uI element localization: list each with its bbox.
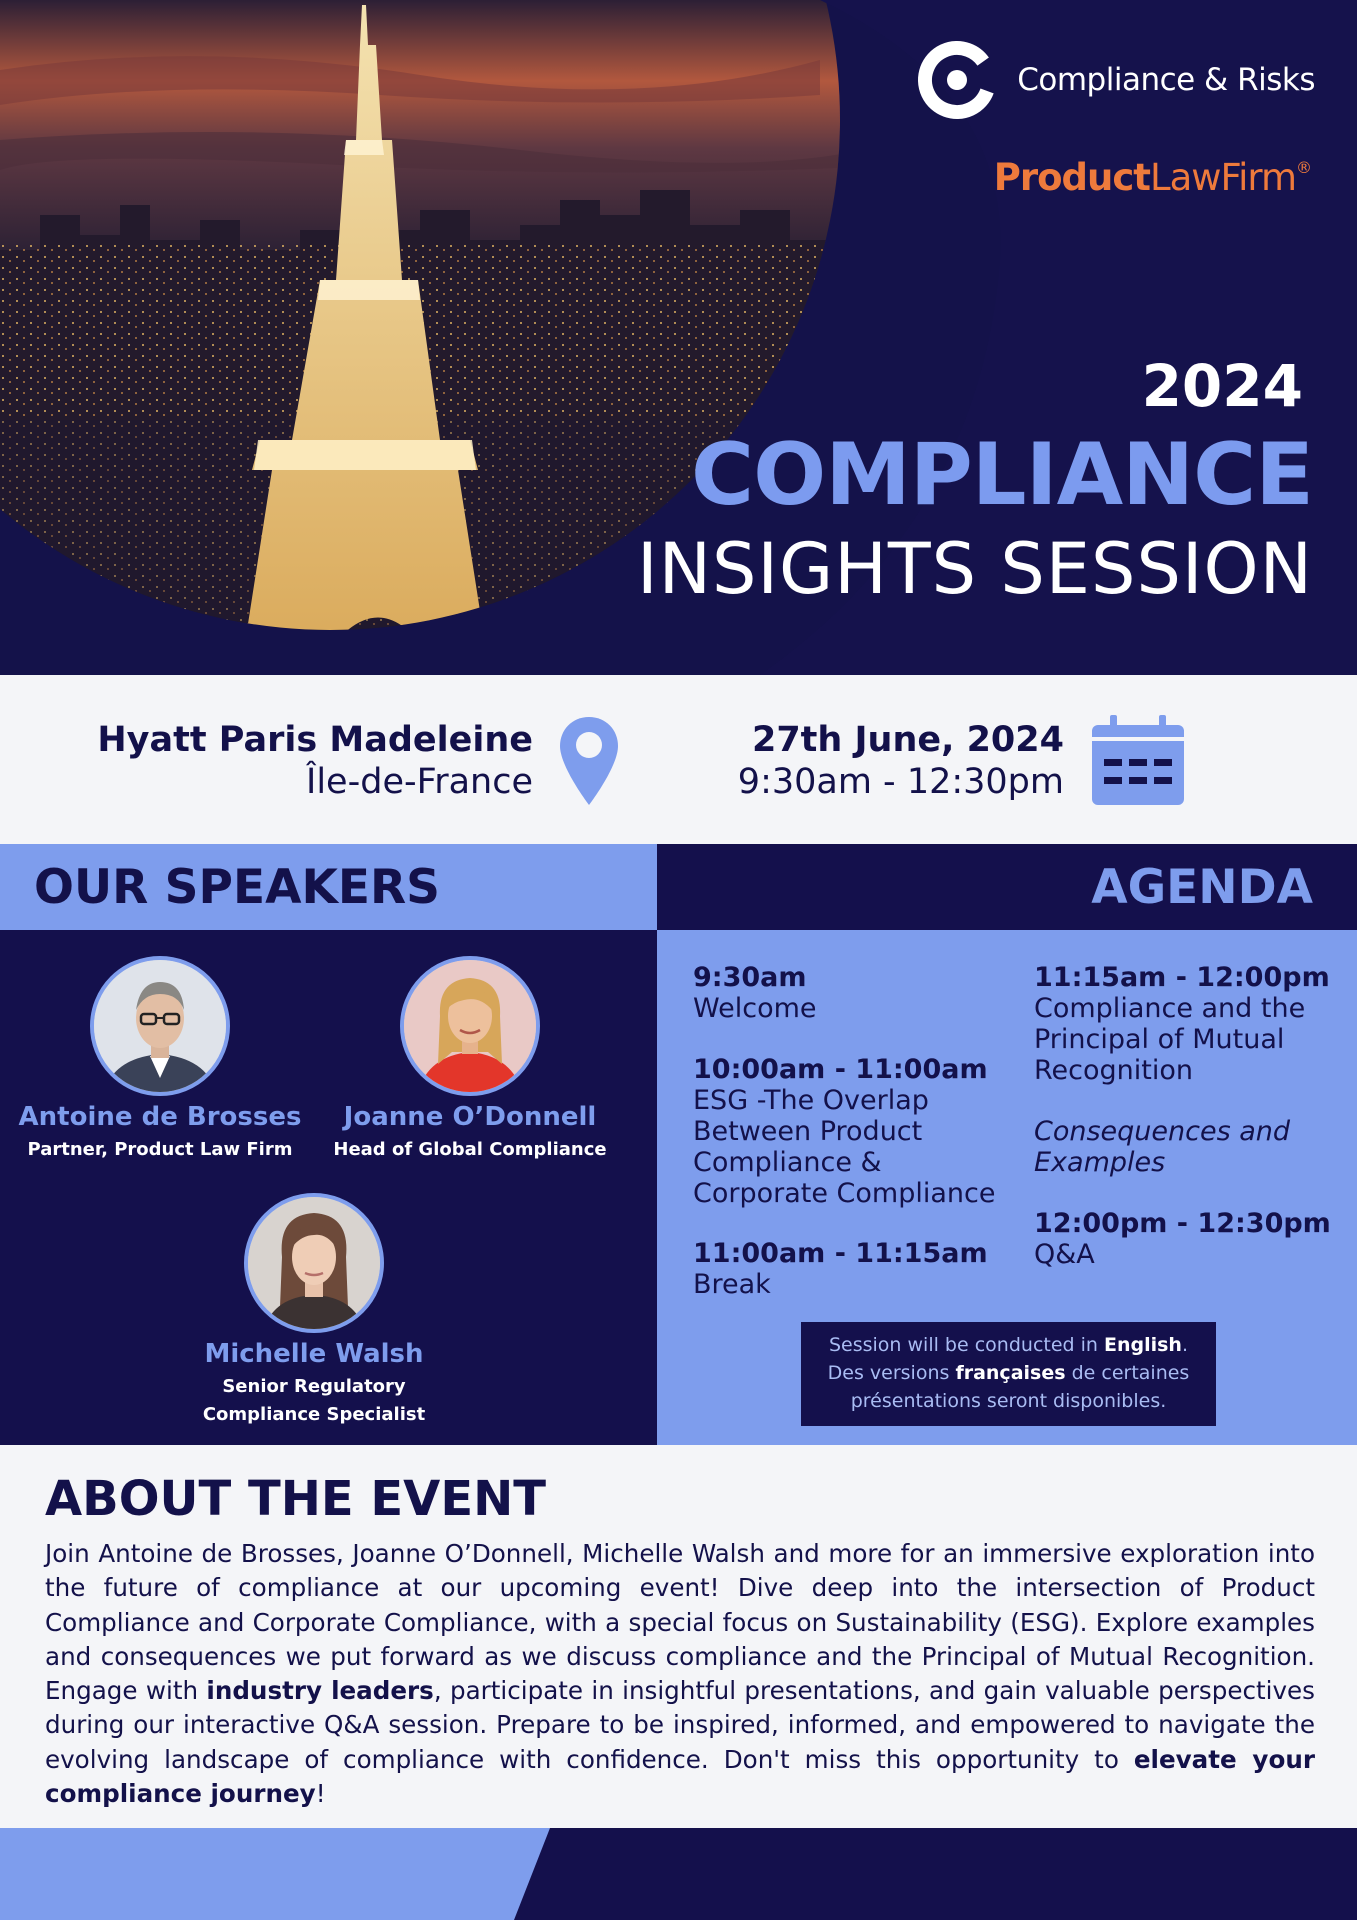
agenda-item: 9:30am Welcome — [693, 962, 817, 1024]
company-name: Compliance & Risks — [1017, 62, 1315, 98]
footer-band — [0, 1828, 1357, 1920]
about-heading: ABOUT THE EVENT — [45, 1471, 547, 1527]
event-info-strip — [0, 675, 1357, 844]
speaker-name: Michelle Walsh — [204, 1339, 424, 1369]
event-date: 27th June, 2024 — [751, 720, 1064, 760]
agenda-section — [657, 930, 1357, 1445]
avatar — [90, 956, 230, 1096]
agenda-header — [657, 844, 1357, 930]
agenda-item: 11:15am - 12:00pm Compliance and the Principal of Mutual Recognition — [1034, 962, 1330, 1086]
about-text: Join Antoine de Brosses, Joanne O’Donnell, Michelle Walsh and more for an immersive exploration into the future of compliance at our upcoming event! Dive deep into the intersection of Product Compliance and Corporate Compliance, with a special focus on Sustainability (ESG). Explore examples and consequences we put forward as we discuss compliance and the Principal of Mutual Recognition. Engage with industry leaders, participate in insightful presentations, and gain valuable perspectives during our interactive Q&A session. Prepare to be inspired, informed, and empowered to navigate the evolving landscape of compliance with confidence. Don't miss this opportunity to elevate your compliance journey! — [45, 1539, 1316, 1809]
speakers-heading: OUR SPEAKERS — [34, 860, 441, 915]
product-law-firm-logo: ProductLawFirm® — [993, 156, 1311, 199]
about-section — [0, 1445, 1357, 1828]
agenda-item: 11:00am - 11:15am Break — [693, 1238, 988, 1300]
speakers-section — [0, 930, 657, 1445]
calendar-icon — [1090, 715, 1186, 807]
event-title: COMPLIANCE — [690, 425, 1313, 525]
agenda-time: 11:15am - 12:00pm — [1034, 962, 1330, 993]
agenda-time: 9:30am — [693, 962, 807, 993]
agenda-heading: AGENDA — [1091, 860, 1313, 915]
language-note: Session will be conducted in English. Des versions françaises de certaines présentations seront disponibles. — [801, 1322, 1216, 1426]
avatar — [400, 956, 540, 1096]
agenda-item: Consequences and Examples — [1034, 1116, 1291, 1178]
speaker-photo-antoine — [94, 960, 226, 1092]
location-pin-icon — [558, 715, 620, 807]
compliance-risks-brand — [917, 40, 1315, 120]
speaker-card — [0, 956, 320, 1164]
speaker-role: Senior Regulatory Compliance Specialist — [202, 1376, 426, 1425]
speaker-role: Head of Global Compliance — [333, 1139, 607, 1160]
event-subtitle: INSIGHTS SESSION — [636, 528, 1313, 610]
speaker-role: Partner, Product Law Firm — [27, 1139, 293, 1160]
speakers-header — [0, 844, 657, 930]
agenda-time: 10:00am - 11:00am — [693, 1054, 988, 1085]
event-time: 9:30am - 12:30pm — [737, 762, 1064, 802]
compliance-risks-logo-icon — [917, 40, 997, 120]
agenda-time: 11:00am - 11:15am — [693, 1238, 988, 1269]
speaker-name: Antoine de Brosses — [18, 1102, 302, 1132]
speaker-card — [310, 956, 630, 1164]
venue — [97, 720, 533, 802]
agenda-item: 10:00am - 11:00am ESG -The Overlap Between Product Compliance & Corporate Compliance — [693, 1054, 996, 1209]
event-year: 2024 — [1141, 352, 1303, 420]
speaker-name: Joanne O’Donnell — [343, 1102, 597, 1132]
speaker-photo-joanne — [404, 960, 536, 1092]
speaker-photo-michelle — [248, 1197, 380, 1329]
agenda-time: 12:00pm - 12:30pm — [1034, 1208, 1331, 1239]
speaker-card — [154, 1193, 474, 1429]
agenda-item: 12:00pm - 12:30pm Q&A — [1034, 1208, 1331, 1270]
venue-name: Hyatt Paris Madeleine — [97, 720, 533, 760]
hero-banner — [0, 0, 1357, 675]
venue-region: Île-de-France — [306, 762, 533, 802]
avatar — [244, 1193, 384, 1333]
event-date-time — [738, 720, 1064, 802]
